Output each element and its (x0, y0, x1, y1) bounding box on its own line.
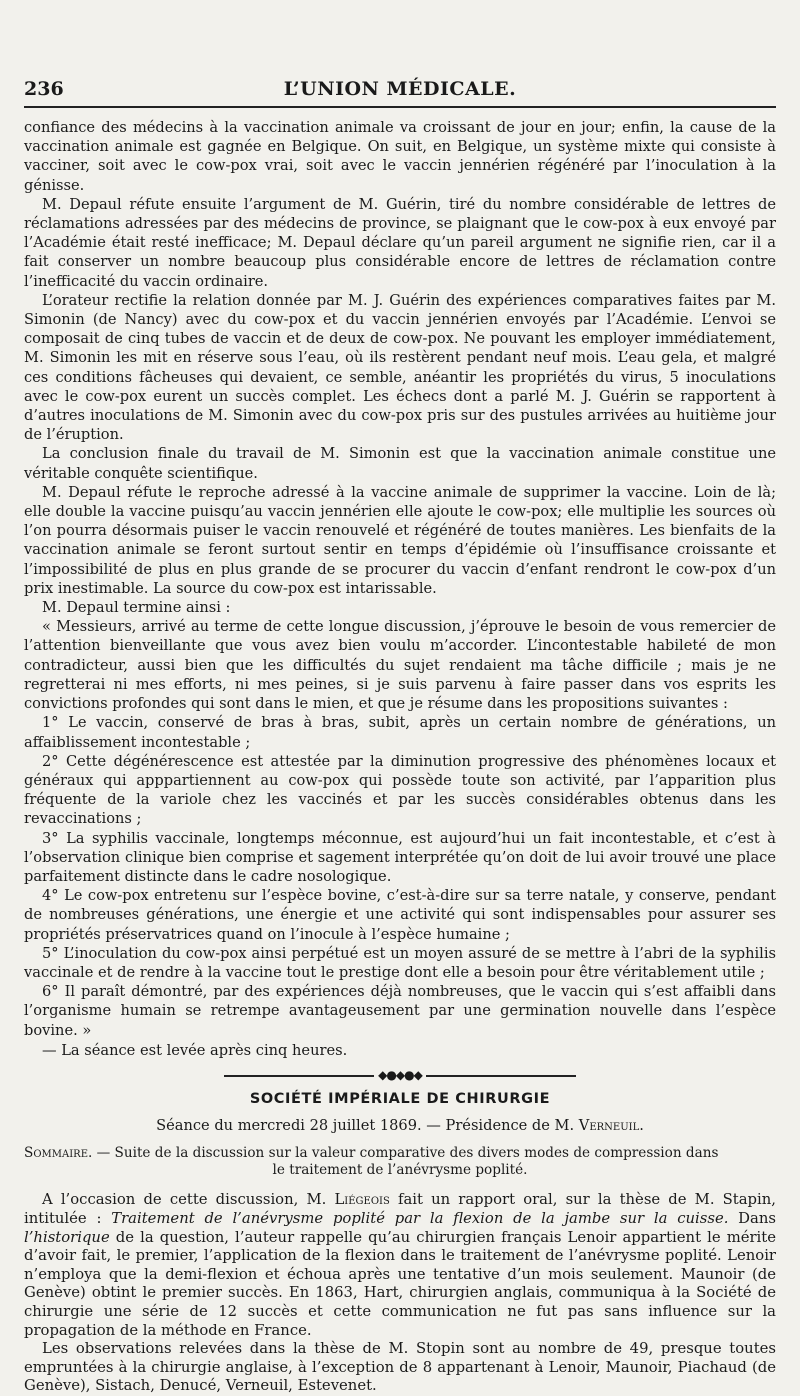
paragraph: M. Depaul réfute ensuite l’argument de M. Guérin, tiré du nombre considérable de lettres de réclamations adressées par des médecins de province, se plaignant que le cow-pox à eux envoyé par l’Académie était resté inefficace; M. Depaul déclare qu’un pareil argument ne signifie rien, car il a fait conserver un nombre beaucoup plus considérable encore de lettres de réclamation contre l’inefficacité du vaccin ordinaire. (24, 195, 776, 290)
session-line: Séance du mercredi 28 juillet 1869. — Présidence de M. Verneuil. (156, 1117, 644, 1135)
section-body (24, 1191, 776, 1396)
quote-paragraph: « Messieurs, arrivé au terme de cette longue discussion, j’éprouve le besoin de vous remercier de l’attention bienveillante que vous avez bien voulu m’accorder. L’incontestable habileté de mon contradicteur, aussi bien que les difficultés du sujet rendaient ma tâche difficile ; mais je ne regretterai ni mes efforts, ni mes peines, si je suis parvenu à faire passer dans vos esprits les convictions profondes qui sont dans le mien, et que je résume dans les propositions suivantes : (24, 618, 776, 713)
section-title: SOCIÉTÉ IMPÉRIALE DE CHIRURGIE (249, 1090, 551, 1107)
paragraph: M. Depaul réfute le reproche adressé à la vaccine animale de supprimer la vaccine. Loin de là; elle double la vaccine puisqu’au vaccin jennérien elle ajoute le cow-pox; elle multiplie les sources où l’on pourra désormais puiser le vaccin renouvelé et régénéré de toutes manières. Les bienfaits de la vaccination animale se feront surtout sentir en temps d’épidémie où l’insuffisance croissante et l’impossibilité de plus en plus grande de se procurer du vaccin d’enfant rendront le cow-pox d’un prix inestimable. La source du cow-pox est intarissable. (24, 483, 776, 597)
paragraph: M. Depaul termine ainsi : (42, 599, 231, 617)
sommaire-label: Sommaire. (24, 1145, 93, 1162)
paragraph: A l’occasion de cette discussion, M. Liégeois fait un rapport oral, sur la thèse de M. Stapin, intitulée : Traitement de l’anévrysme poplité par la flexion de la jambe sur la cuisse. Dans l’historique de la question, l’auteur rappelle qu’au chirurgien français Lenoir appartient le mérite d’avoir fait, le premier, l’application de la flexion dans le traitement de l’anévrysme poplité. Lenoir n’employa que la demi-flexion et échoua après une tentative d’un mois seulement. Maunoir (de Genève) obtint le premier succès. En 1863, Hart, chirurgien anglais, communiqua à la Société de chirurgie une série de 12 succès et cette communication ne fut pas sans influence sur la propagation de la méthode en France. (24, 1191, 776, 1339)
section-divider: ◆●◆●◆ (24, 1070, 776, 1082)
proposition-4: 4° Le cow-pox entretenu sur l’espèce bovine, c’est-à-dire sur sa terre natale, y conserve, pendant de nombreuses générations, une énergie et une activité qui sont indispensables pour assurer ses propriétés préservatrices quand on l’inocule à l’espèce humaine ; (24, 887, 776, 943)
session-end: — La séance est levée après cinq heures. (42, 1041, 348, 1059)
page-header (24, 78, 776, 108)
proposition-2: 2° Cette dégénérescence est attestée par la diminution progressive des phénomènes locaux et généraux qui apppartiennent au cow-pox qui possède toute son activité, par l’apparition plus fréquente de la variole chez les vaccinés et par les succès considérables obtenus dans les revaccinations ; (24, 752, 776, 828)
proposition-6: 6° Il paraît démontré, par des expériences déjà nombreuses, que le vaccin qui s’est affaibli dans l’organisme humain se retrempe avantageusement par une germination nouvelle dans l’espèce bovine. » (24, 983, 776, 1039)
article-body (24, 118, 776, 1396)
journal-title: L’UNION MÉDICALE. (283, 78, 517, 100)
page-number: 236 (24, 78, 64, 100)
proposition-1: 1° Le vaccin, conservé de bras à bras, subit, après un certain nombre de générations, un affaiblissement incontestable ; (24, 714, 776, 751)
paragraph: La conclusion finale du travail de M. Simonin est que la vaccination animale constitue une véritable conquête scientifique. (24, 445, 776, 482)
paragraph: L’orateur rectifie la relation donnée par M. J. Guérin des expériences comparatives faites par M. Simonin (de Nancy) avec du cow-pox et du vaccin jennérien envoyés par l’Académie. L’envoi se composait de cinq tubes de vaccin et de deux de cow-pox. Ne pouvant les employer immédiatement, M. Simonin les mit en réserve sous l’eau, où ils restèrent pendant neuf mois. L’eau gela, et malgré ces conditions fâcheuses qui devaient, ce semble, anéantir les propriétés du virus, 5 inoculations avec le cow-pox eurent un succès complet. Les échecs dont a parlé M. J. Guérin se rapportent à d’autres inoculations de M. Simonin avec du cow-pox pris sur des pustules arrivées au huitième jour de l’éruption. (24, 291, 776, 444)
sommaire: Sommaire. — Suite de la discussion sur la valeur comparative des divers modes de compression dans le traitement de l’anévrysme poplité. (24, 1145, 719, 1179)
proposition-5: 5° L’inoculation du cow-pox ainsi perpétué est un moyen assuré de se mettre à l’abri de la syphilis vaccinale et de rendre à la vaccine tout le prestige dont elle a besoin pour être véritablement utile ; (24, 944, 776, 981)
proposition-3: 3° La syphilis vaccinale, longtemps méconnue, est aujourd’hui un fait incontestable, et c’est à l’observation clinique bien comprise et sagement interprétée qu’on doit de lui avoir trouvé une place parfaitement distincte dans le cadre nosologique. (24, 829, 776, 885)
paragraph: Les observations relevées dans la thèse de M. Stopin sont au nombre de 49, presque toutes empruntées à la chirurgie anglaise, à l’exception de 8 appartenant à Lenoir, Maunoir, Piachaud (de Genève), Sistach, Denucé, Verneuil, Estevenet. (24, 1340, 776, 1395)
paragraph: confiance des médecins à la vaccination animale va croissant de jour en jour; enfin, la cause de la vaccination animale est gagnée en Belgique. On suit, en Belgique, un système mixte qui consiste à vacciner, soit avec le cow-pox vrai, soit avec le vaccin jennérien régénéré par l’inoculation à la génisse. (24, 119, 776, 194)
